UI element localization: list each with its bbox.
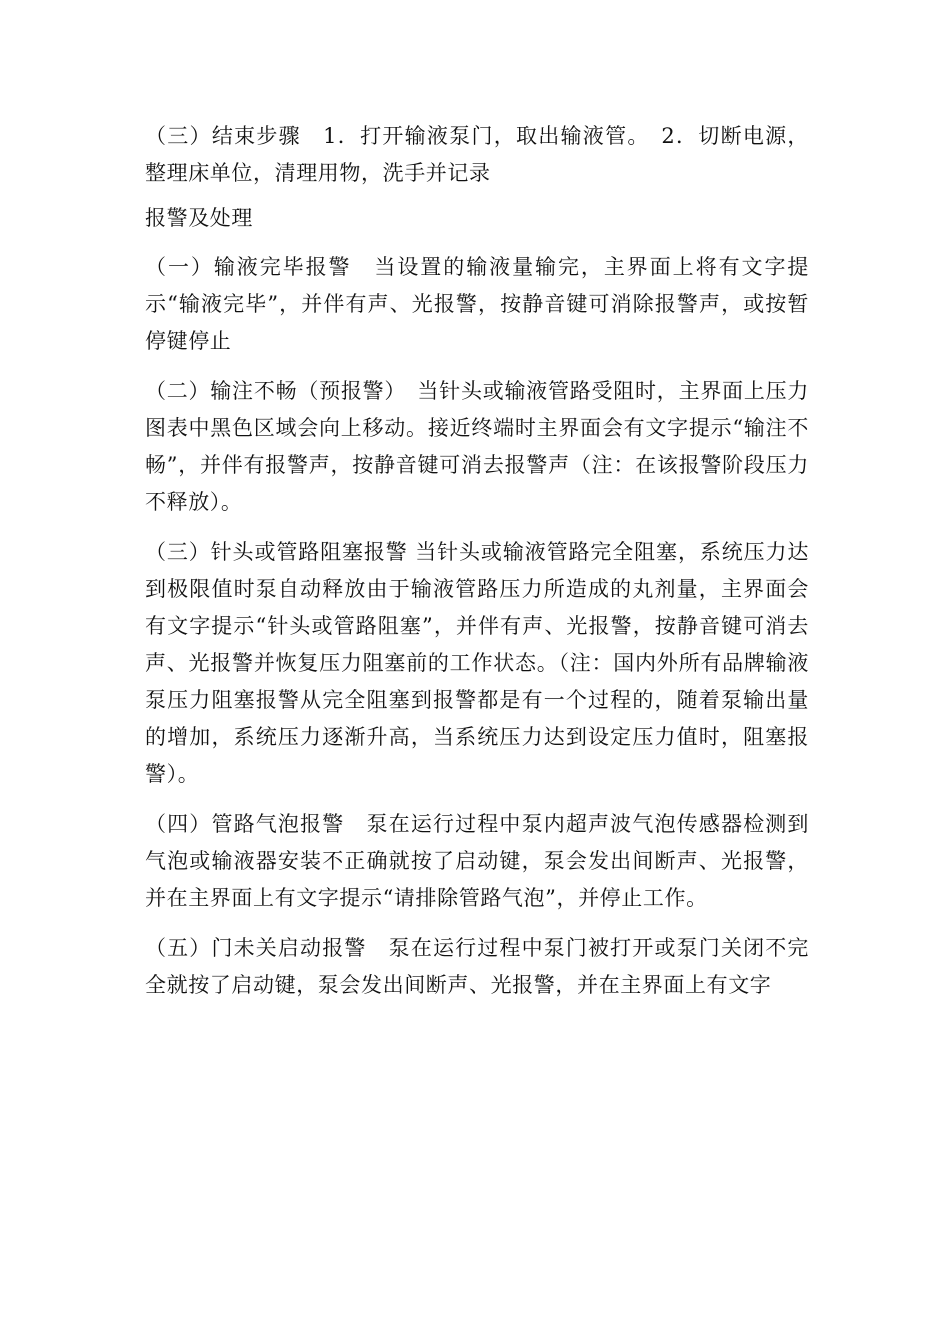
infusion-obstructed-prealarm-paragraph: （二）输注不畅（预报警） 当针头或输液管路受阻时，主界面上压力图表中黑色区域会向上移动。接近终端时主界面会有文字提示“输注不畅”，并伴有报警声，按静音键可消去报警声（注：在该报警阶段压力不释放）。 — [145, 379, 809, 514]
end-steps-paragraph: （三）结束步骤 1．打开输液泵门，取出输液管。 2．切断电源，整理床单位，清理用物，洗手并记录 — [145, 124, 809, 185]
document-page — [145, 118, 809, 1004]
air-bubble-alarm-paragraph: （四）管路气泡报警 泵在运行过程中泵内超声波气泡传感器检测到气泡或输液器安装不正确就按了启动键，泵会发出间断声、光报警，并在主界面上有文字提示“请排除管路气泡”，并停止工作。 — [145, 812, 809, 910]
infusion-complete-alarm-paragraph: （一）输液完毕报警 当设置的输液量输完，主界面上将有文字提示“输液完毕”，并伴有声、光报警，按静音键可消除报警声，或按暂停键停止 — [145, 255, 809, 353]
alarm-section-heading: 报警及处理 — [145, 206, 253, 230]
occlusion-alarm-paragraph: （三）针头或管路阻塞报警 当针头或输液管路完全阻塞，系统压力达到极限值时泵自动释放由于输液管路压力所造成的丸剂量，主界面会有文字提示“针头或管路阻塞”，并伴有声、光报警，按静音键可消去声、光报警并恢复压力阻塞前的工作状态。（注：国内外所有品牌输液泵压力阻塞报警从完全阻塞到报警都是有一个过程的，随着泵输出量的增加，系统压力逐渐升高，当系统压力达到设定压力值时，阻塞报警）。 — [145, 540, 809, 786]
door-open-alarm-paragraph: （五）门未关启动报警 泵在运行过程中泵门被打开或泵门关闭不完全就按了启动键，泵会发出间断声、光报警，并在主界面上有文字 — [145, 936, 809, 997]
